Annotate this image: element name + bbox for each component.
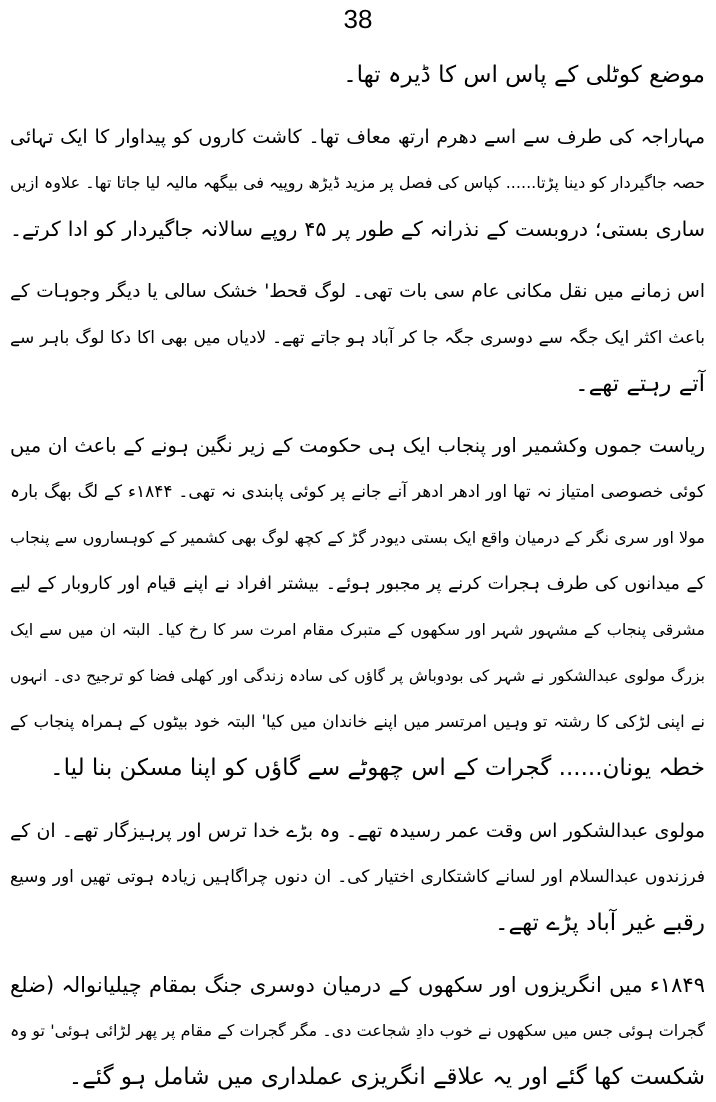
text-line: حصہ جاگیردار کو دینا پڑتا...... کپاس کی فصل پر مزید ڈیڑھ روپیہ فی بیگھہ مالیہ لیا جاتا تھا۔ علاوہ ازیں bbox=[10, 173, 705, 192]
text-line: باعث اکثر ایک جگہ سے دوسری جگہ جا کر آباد ہو جاتے تھے۔ لادیاں میں بھی اکا دکا لوگ باہر سے bbox=[10, 328, 705, 348]
text-line: شکست کھا گئے اور یہ علاقے انگریزی عملداری میں شامل ہو گئے۔ bbox=[68, 1064, 705, 1090]
text-line: مہاراجہ کی طرف سے اسے دھرم ارتھ معاف تھا۔ کاشت کاروں کو پیداوار کا ایک تہائی bbox=[10, 126, 705, 148]
text-line: فرزندوں عبدالسلام اور لسانے کاشتکاری اختیار کی۔ ان دنوں چراگاہیں زیادہ ہوتی تھیں اور وسیع bbox=[10, 867, 705, 887]
text-line: مشرقی پنجاب کے مشہور شہر اور سکھوں کے متبرک مقام امرت سر کا رخ کیا۔ البتہ ان میں سے ایک bbox=[10, 620, 705, 639]
text-line: موضع کوٹلی کے پاس اس کا ڈیرہ تھا۔ bbox=[343, 62, 705, 88]
text-line: ریاست جموں وکشمیر اور پنجاب ایک ہی حکومت کے زیر نگین ہونے کے باعث ان میں bbox=[10, 434, 705, 457]
text-line: اس زمانے میں نقل مکانی عام سی بات تھی۔ لوگ قحط' خشک سالی یا دیگر وجوہات کے bbox=[10, 281, 705, 302]
text-line: خطہ یونان...... گجرات کے اس چھوٹے سے گاؤں کو اپنا مسکن بنا لیا۔ bbox=[50, 755, 705, 781]
page-number: 38 bbox=[343, 4, 373, 34]
text-line: کوئی خصوصی امتیاز نہ تھا اور ادھر ادھر آنے جانے پر کوئی پابندی نہ تھی۔ ۱۸۴۴ء کے لگ بھگ بارہ bbox=[10, 482, 705, 502]
text-line: کے میدانوں کی طرف ہجرات کرنے پر مجبور ہوئے۔ بیشتر افراد نے اپنے قیام اور کاروبار کے لیے bbox=[10, 574, 705, 594]
text-line: ۱۸۴۹ء میں انگریزوں اور سکھوں کے درمیان دوسری جنگ بمقام چیلیانوالہ (ضلع bbox=[10, 973, 705, 997]
text-line: آتے رہتے تھے۔ bbox=[575, 371, 705, 397]
text-line: نے اپنی لڑکی کا رشتہ تو وہیں امرتسر میں اپنے خاندان میں کیا' البتہ خود بیٹوں کے ہمراہ پنجاب کے bbox=[10, 712, 705, 731]
text-line: مولا اور سری نگر کے درمیان واقع ایک بستی دیودر گڑ کے کچھ لوگ بھی کشمیر کے کوہساروں سے پنجاب bbox=[10, 528, 705, 547]
text-line: مولوی عبدالشکور اس وقت عمر رسیدہ تھے۔ وہ بڑے خدا ترس اور پرہیزگار تھے۔ ان کے bbox=[10, 820, 705, 842]
text-line: ساری بستی؛ دروبست کے نذرانہ کے طور پر ۴۵ روپے سالانہ جاگیردار کو ادا کرتے۔ bbox=[10, 217, 705, 241]
text-line: بزرگ مولوی عبدالشکور نے شہر کی بودوباش پر گاؤں کی سادہ زندگی اور کھلی فضا کو ترجیح دی۔ انہوں bbox=[10, 667, 705, 685]
text-line: گجرات ہوئی جس میں سکھوں نے خوب دادِ شجاعت دی۔ مگر گجرات کے مقام پر پھر لڑائی ہوئی' تو وہ bbox=[10, 1021, 705, 1040]
text-line: رقبے غیر آباد پڑے تھے۔ bbox=[495, 910, 705, 936]
